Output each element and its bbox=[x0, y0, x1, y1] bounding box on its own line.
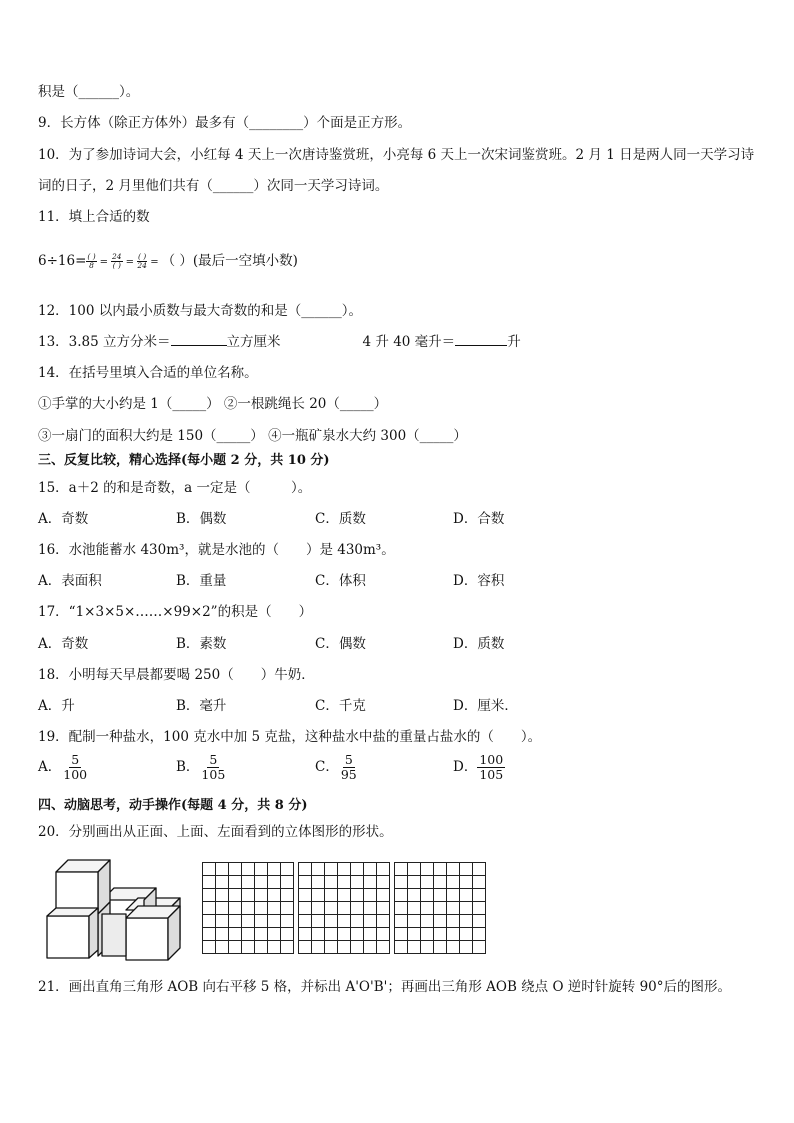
q17-option-a[interactable]: A．奇数 bbox=[38, 636, 89, 652]
q18-option-c[interactable]: C．千克 bbox=[315, 698, 366, 714]
question-15: 15．a＋2 的和是奇数，a 一定是（ ）。 bbox=[38, 480, 312, 496]
q15-option-d[interactable]: D．合数 bbox=[453, 511, 505, 527]
q11-tail: （ ）(最后一空填小数) bbox=[161, 253, 298, 269]
q17-option-d[interactable]: D．质数 bbox=[453, 636, 505, 652]
question-10-line1: 10．为了参加诗词大会，小红每 4 天上一次唐诗鉴赏班，小亮每 6 天上一次宋词鉴赏班。2 月 1 日是两人同一天学习诗 bbox=[38, 147, 755, 163]
q16-option-c[interactable]: C．体积 bbox=[315, 573, 366, 589]
question-21: 21．画出直角三角形 AOB 向右平移 5 格，并标出 A'O'B'；再画出三角形 AOB 绕点 O 逆时针旋转 90°后的图形。 bbox=[38, 979, 732, 995]
q17-option-b[interactable]: B．素数 bbox=[176, 636, 227, 652]
q16-option-b[interactable]: B．重量 bbox=[176, 573, 227, 589]
q16-option-a[interactable]: A．表面积 bbox=[38, 573, 102, 589]
drawing-grid-top[interactable] bbox=[298, 862, 390, 954]
q19-option-d[interactable]: D． $\frac{100}{105}$ bbox=[453, 752, 504, 782]
q19-option-b[interactable]: B． $\frac{5}{105}$ bbox=[176, 752, 226, 782]
q15-option-a[interactable]: A．奇数 bbox=[38, 511, 89, 527]
question-14-row2: ③一扇门的面积大约是 150（_____） ④一瓶矿泉水大约 300（_____） bbox=[38, 428, 467, 444]
q16-option-d[interactable]: D．容积 bbox=[453, 573, 505, 589]
q18-option-b[interactable]: B．毫升 bbox=[176, 698, 227, 714]
drawing-grid-left[interactable] bbox=[394, 862, 486, 954]
section-3-heading: 三、反复比较，精心选择(每小题 2 分，共 10 分) bbox=[38, 453, 330, 468]
question-18: 18．小明每天早晨都要喝 250（ ）牛奶． bbox=[38, 667, 315, 683]
q11-lead: 6÷16= bbox=[38, 253, 87, 269]
q19-option-c[interactable]: C． $\frac{5}{95}$ bbox=[315, 752, 357, 782]
question-12: 12．100 以内最小质数与最大奇数的和是（______）。 bbox=[38, 303, 362, 319]
q11-fraction-1: $\frac{( )}{8}$ bbox=[87, 252, 96, 270]
q13-blank-2[interactable] bbox=[455, 333, 507, 346]
q13-blank-1[interactable] bbox=[171, 333, 227, 346]
q17-option-c[interactable]: C．偶数 bbox=[315, 636, 366, 652]
q11-fraction-2: $\frac{24}{( )}$ bbox=[112, 252, 122, 270]
question-14-title: 14．在括号里填入合适的单位名称。 bbox=[38, 365, 258, 381]
question-20: 20．分别画出从正面、上面、左面看到的立体图形的形状。 bbox=[38, 824, 393, 840]
cube-figure bbox=[44, 858, 194, 964]
q11-fraction-3: $\frac{( )}{24}$ bbox=[137, 252, 147, 270]
question-11-title: 11．填上合适的数 bbox=[38, 209, 150, 225]
drawing-grid-front[interactable] bbox=[202, 862, 294, 954]
q15-option-b[interactable]: B．偶数 bbox=[176, 511, 227, 527]
question-14-row1: ①手掌的大小约是 1（_____） ②一根跳绳长 20（_____） bbox=[38, 396, 388, 412]
question-19: 19．配制一种盐水，100 克水中加 5 克盐，这种盐水中盐的重量占盐水的（ ）。 bbox=[38, 729, 542, 745]
question-11-expression: 6÷16= $\frac{( )}{8}$ = $\frac{24}{( )}$ = $\frac{( )}{24}$ = （ ）(最后一空填小数) bbox=[38, 252, 298, 270]
question-17: 17．“1×3×5×……×99×2”的积是（ ） bbox=[38, 604, 313, 620]
question-9: 9．长方体（除正方体外）最多有（________）个面是正方形。 bbox=[38, 115, 412, 131]
q19-option-a[interactable]: A． $\frac{5}{100}$ bbox=[38, 752, 88, 782]
q18-option-a[interactable]: A．升 bbox=[38, 698, 75, 714]
q15-option-c[interactable]: C．质数 bbox=[315, 511, 366, 527]
section-4-heading: 四、动脑思考，动手操作(每题 4 分，共 8 分) bbox=[38, 798, 308, 813]
question-16: 16．水池能蓄水 430m³，就是水池的（ ）是 430m³。 bbox=[38, 542, 395, 558]
q8-tail: 积是（______）。 bbox=[38, 84, 140, 100]
question-13: 13．3.85 立方分米＝ 立方厘米 4 升 40 毫升＝ 升 bbox=[38, 334, 521, 350]
question-10-line2: 词的日子，2 月里他们共有（______）次同一天学习诗词。 bbox=[38, 178, 389, 194]
q18-option-d[interactable]: D．厘米． bbox=[453, 698, 518, 714]
